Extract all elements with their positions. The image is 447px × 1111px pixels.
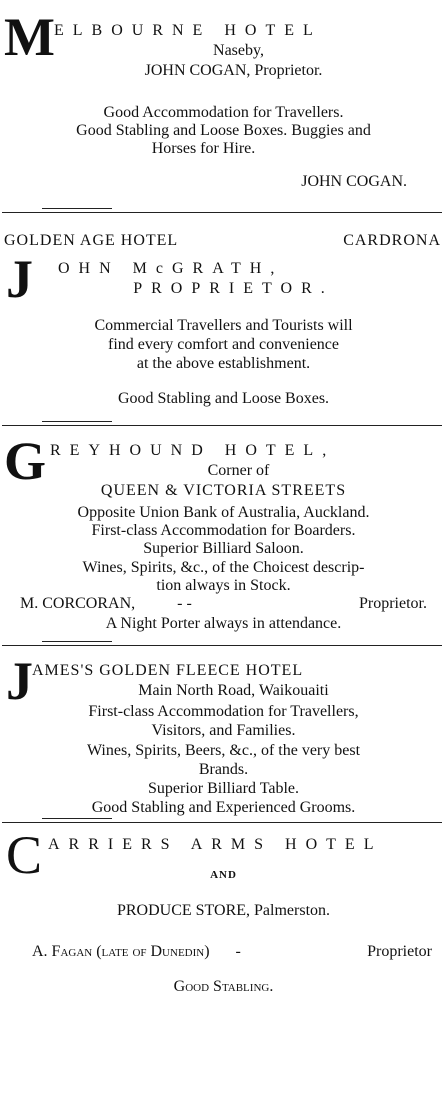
ad-line: Commercial Travellers and Tourists will [94, 317, 353, 334]
ad-line: Brands. [198, 761, 249, 778]
proprietor-line [20, 595, 427, 613]
stabling-line: Good Stabling. [173, 978, 274, 995]
proprietor-name: M. CORCORAN, [20, 595, 136, 612]
proprietor-line [32, 943, 432, 961]
divider [2, 212, 442, 213]
ad-golden-age-hotel [0, 220, 447, 420]
ad-line: Horses for Hire. [151, 140, 256, 157]
dash: - [235, 943, 241, 960]
leader-dots: - - [177, 595, 192, 612]
ad-line: Good Stabling and Experienced Grooms. [91, 799, 356, 816]
ad-melbourne-hotel [0, 0, 447, 190]
hotel-title: AMES'S GOLDEN FLEECE HOTEL [32, 662, 304, 679]
drop-cap: G [4, 431, 47, 491]
proprietor-label: Proprietor [367, 943, 432, 960]
produce-line: PRODUCE STORE, Palmerston. [116, 902, 331, 919]
ad-line: tion always in Stock. [156, 577, 291, 594]
divider [2, 822, 442, 823]
ad-line: Visitors, and Families. [151, 722, 296, 739]
proprietor-name: A. Fagan (late of Dunedin) [32, 943, 210, 960]
ad-line: First-class Accommodation for Travellers, [88, 703, 359, 720]
drop-cap: J [6, 651, 33, 711]
hotel-name: GOLDEN AGE HOTEL [4, 232, 179, 249]
hotel-title: ELBOURNE HOTEL [54, 22, 322, 39]
drop-cap: C [6, 825, 43, 885]
ad-line: Naseby, [213, 42, 264, 59]
ad-line: Corner of [207, 462, 270, 479]
hotel-title: REYHOUND HOTEL, [50, 442, 336, 459]
drop-cap: M [4, 7, 55, 67]
ad-line: Good Stabling and Loose Boxes. Buggies and [76, 122, 371, 139]
ad-line: Wines, Spirits, &c., of the Choicest descrip- [82, 559, 365, 576]
hotel-title [4, 232, 447, 250]
ad-line: at the above establishment. [136, 355, 311, 372]
ad-carriers-arms-hotel [0, 825, 447, 1111]
ad-line: find every comfort and convenience [107, 336, 339, 353]
hotel-place: CARDRONA [343, 232, 441, 249]
ad-line: Opposite Union Bank of Australia, Auckland. [77, 504, 370, 521]
signature: JOHN COGAN. [301, 173, 407, 190]
ad-line: First-class Accommodation for Boarders. [91, 522, 356, 539]
proprietor-label: PROPRIETOR. [133, 280, 334, 297]
ad-line: Wines, Spirits, Beers, &c., of the very best [86, 742, 361, 759]
proprietor-name: OHN McGRATH, [58, 260, 284, 277]
divider [2, 645, 442, 646]
ad-line: Main North Road, Waikouaiti [138, 682, 329, 699]
ad-line: A Night Porter always in attendance. [105, 615, 342, 632]
ad-line: Superior Billiard Saloon. [143, 540, 304, 557]
street-line: QUEEN & VICTORIA STREETS [100, 482, 347, 499]
ad-line: Good Stabling and Loose Boxes. [117, 390, 330, 407]
proprietor-line: JOHN COGAN, Proprietor. [144, 62, 323, 79]
ad-line: Superior Billiard Table. [148, 780, 299, 797]
divider [2, 425, 442, 426]
proprietor-label: Proprietor. [359, 595, 427, 612]
ad-line: Good Accommodation for Travellers. [103, 104, 344, 121]
ad-greyhound-hotel [0, 430, 447, 670]
and-line: AND [210, 869, 237, 881]
drop-cap: J [6, 249, 33, 309]
hotel-title: ARRIERS ARMS HOTEL [48, 836, 383, 853]
